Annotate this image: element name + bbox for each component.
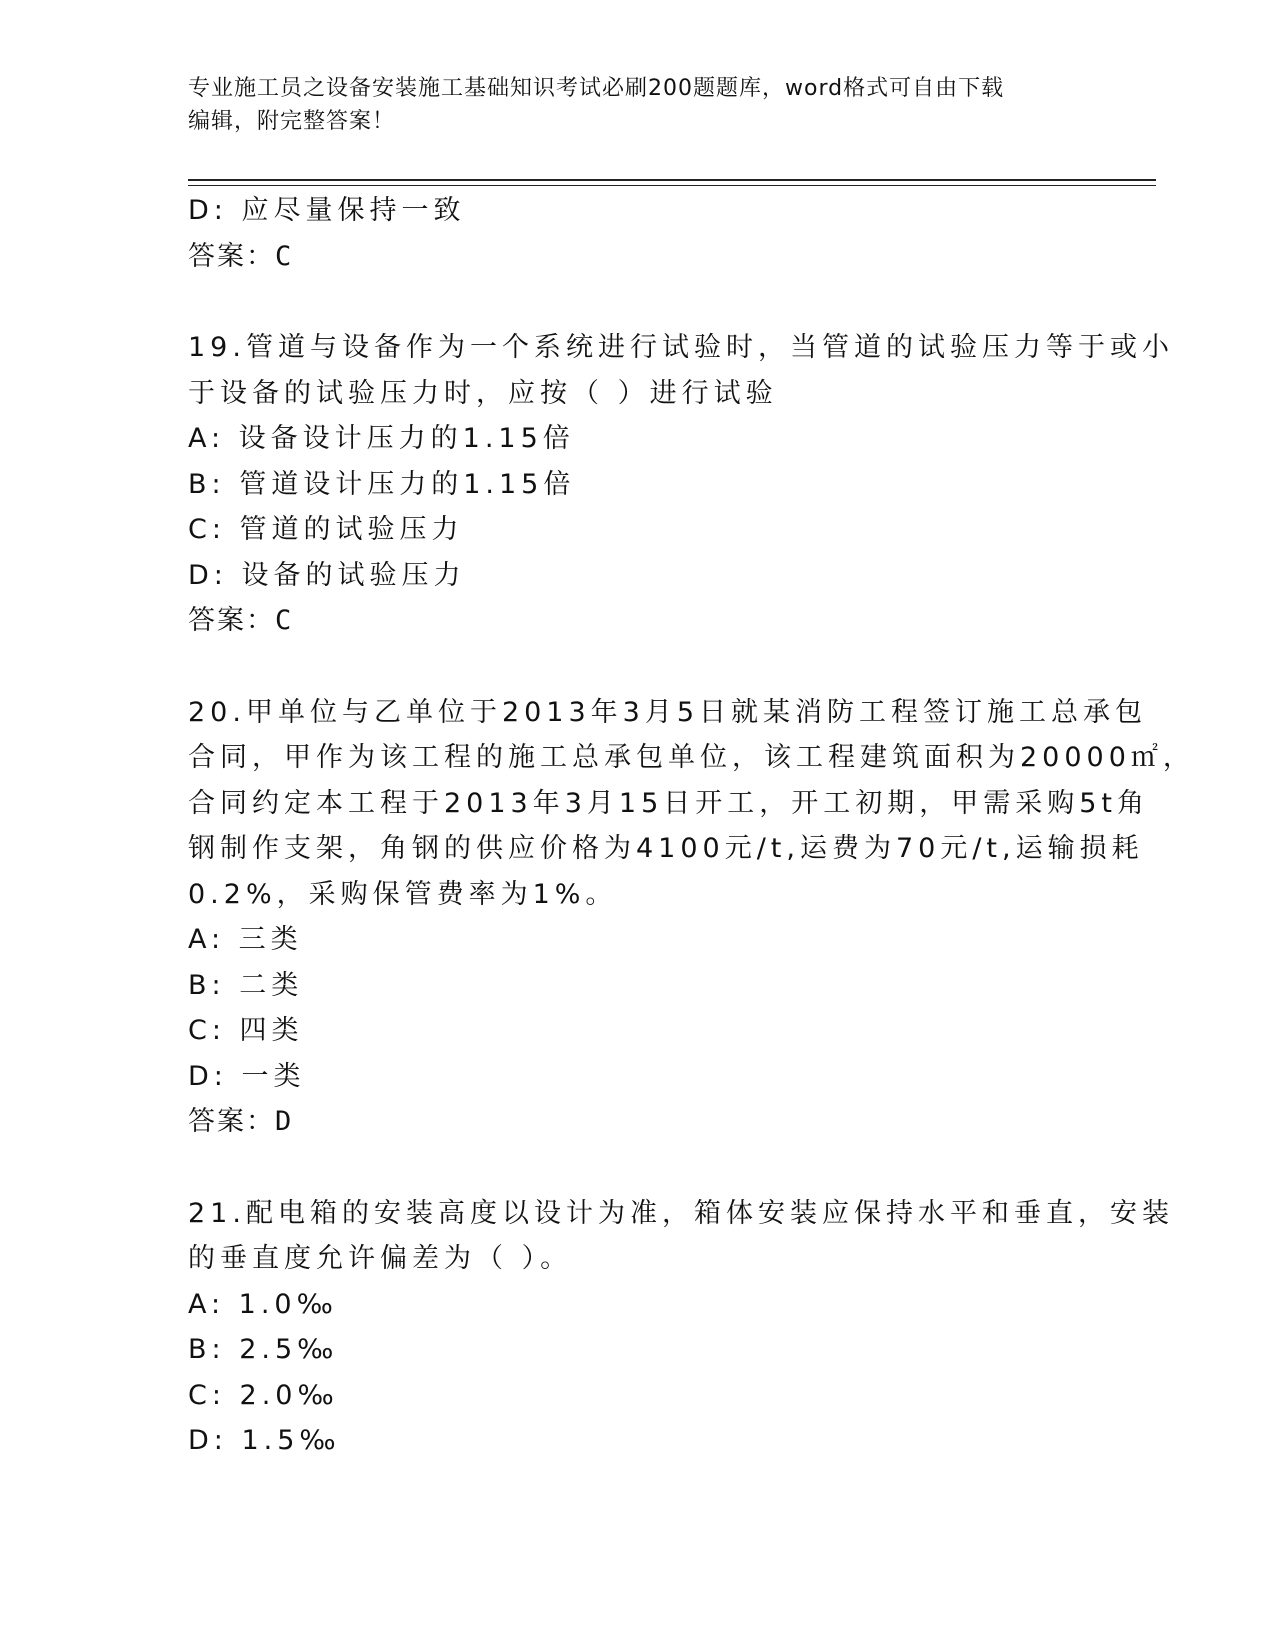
option-a: A: 1.0‰ — [188, 1288, 338, 1320]
question-text-line: 合同约定本工程于2013年3月15日开工，开工初期，甲需采购5t角 — [188, 787, 1150, 819]
spacer — [188, 644, 1088, 690]
header-divider — [188, 179, 1156, 181]
answer-line — [188, 1099, 1088, 1145]
question-text-line: 的垂直度允许偏差为（ ）。 — [188, 1243, 573, 1274]
question-text-line: 钢制作支架，角钢的供应价格为4100元/t,运费为70元/t,运输损耗 — [188, 833, 1144, 864]
question-text-line: 于设备的试验压力时，应按（ ）进行试验 — [188, 377, 778, 409]
option-a: A: 三类 — [188, 924, 303, 955]
option-d: D: 一类 — [188, 1060, 306, 1092]
header-title-line-2: 编辑，附完整答案！ — [188, 109, 396, 134]
question-text-line: 19.管道与设备作为一个系统进行试验时，当管道的试验压力等于或小 — [188, 332, 1174, 363]
header-divider-thin — [188, 185, 1156, 186]
question-text-line: 20.甲单位与乙单位于2013年3月5日就某消防工程签订施工总承包 — [188, 696, 1148, 728]
spacer — [188, 1145, 1088, 1191]
option-b: B: 管道设计压力的1.15倍 — [188, 468, 576, 500]
question-20 — [188, 690, 1195, 1145]
question-text-line: 0.2%，采购保管费率为1%。 — [188, 878, 618, 910]
answer-value: D — [275, 1106, 297, 1137]
option-d: D: 设备的试验压力 — [188, 559, 466, 591]
question-text-line: 合同，甲作为该工程的施工总承包单位，该工程建筑面积为20000㎡， — [188, 742, 1195, 773]
document-body — [188, 188, 1195, 1464]
answer-line — [188, 598, 1088, 644]
header-title-line-1: 专业施工员之设备安装施工基础知识考试必刷200题题库，word格式可自由下载 — [188, 76, 1005, 101]
question-21 — [188, 1191, 1174, 1464]
spacer — [188, 279, 1088, 325]
page-header — [188, 72, 1088, 138]
question-text-line: 21.配电箱的安装高度以设计为准，箱体安装应保持水平和垂直，安装 — [188, 1197, 1174, 1229]
option-d: D: 应尽量保持一致 — [188, 195, 466, 226]
option-c: C: 管道的试验压力 — [188, 514, 464, 545]
answer-label: 答案： — [188, 240, 275, 272]
answer-value: C — [275, 240, 297, 272]
option-a: A: 设备设计压力的1.15倍 — [188, 423, 575, 454]
answer-line — [188, 234, 1088, 280]
option-c: C: 四类 — [188, 1015, 304, 1046]
option-b: B: 2.5‰ — [188, 1334, 339, 1365]
question-19 — [188, 325, 1174, 644]
option-c: C: 2.0‰ — [188, 1379, 339, 1411]
option-b: B: 二类 — [188, 969, 304, 1001]
answer-value: C — [275, 605, 297, 636]
answer-label: 答案： — [188, 1106, 275, 1137]
option-d: D: 1.5‰ — [188, 1425, 341, 1456]
answer-label: 答案： — [188, 605, 275, 636]
